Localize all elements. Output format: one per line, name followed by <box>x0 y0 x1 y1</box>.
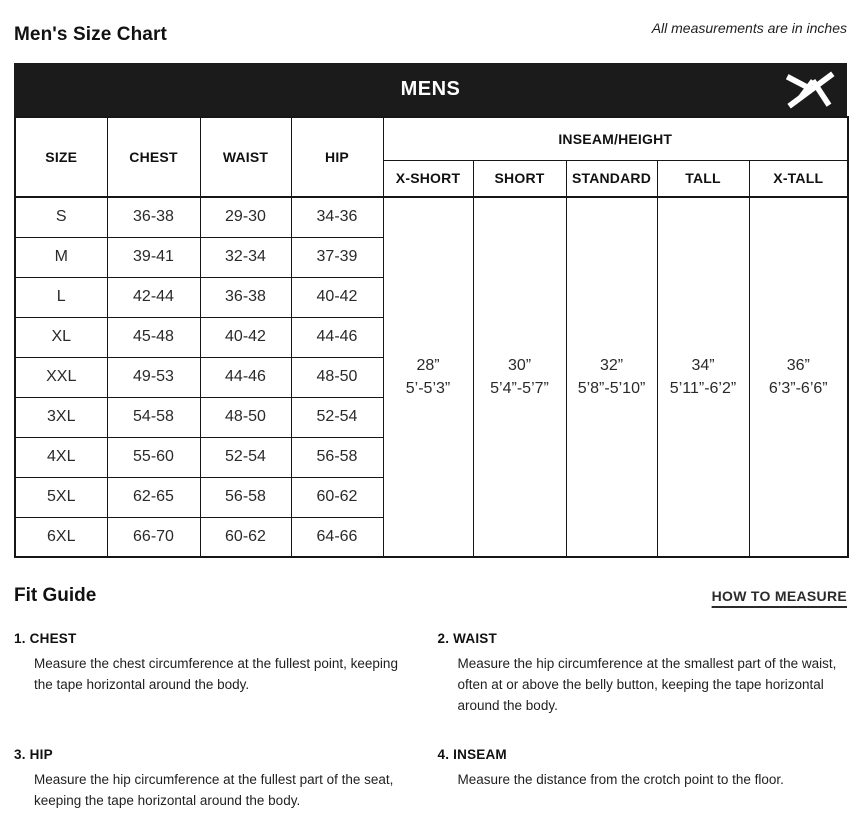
col-header-short: SHORT <box>473 160 566 197</box>
chest-cell: 66-70 <box>107 517 200 557</box>
fit-item-number: 4. <box>437 746 450 762</box>
fit-item-label: WAIST <box>453 631 497 646</box>
size-cell: 4XL <box>15 437 107 477</box>
waist-cell: 52-54 <box>200 437 291 477</box>
table-row <box>15 197 848 237</box>
how-to-measure-link[interactable]: HOW TO MEASURE <box>711 588 847 604</box>
waist-cell: 40-42 <box>200 317 291 357</box>
fit-item-number: 1. <box>14 631 26 646</box>
size-cell: L <box>15 277 107 317</box>
fit-item-title <box>14 631 424 646</box>
waist-cell: 60-62 <box>200 517 291 557</box>
col-header-chest: CHEST <box>107 117 200 197</box>
fit-item-number: 2. <box>437 631 450 646</box>
fit-item-title <box>14 747 424 762</box>
col-header-tall: TALL <box>657 160 749 197</box>
hip-cell: 40-42 <box>291 277 383 317</box>
size-cell: S <box>15 197 107 237</box>
inseam-value: 28” <box>416 356 440 374</box>
size-cell: 5XL <box>15 477 107 517</box>
fit-item-hip <box>14 747 424 812</box>
fit-item-description: Measure the hip circumference at the fullest part of the seat, keeping the tape horizontal around the body. <box>34 771 394 808</box>
hip-cell: 52-54 <box>291 397 383 437</box>
col-header-waist: WAIST <box>200 117 291 197</box>
hip-cell: 56-58 <box>291 437 383 477</box>
chest-cell: 49-53 <box>107 357 200 397</box>
hip-cell: 48-50 <box>291 357 383 397</box>
chest-cell: 62-65 <box>107 477 200 517</box>
brand-x-logo-icon <box>785 70 835 110</box>
waist-cell: 36-38 <box>200 277 291 317</box>
height-range: 5’11”-6’2” <box>669 380 737 397</box>
col-header-hip: HIP <box>291 117 383 197</box>
col-header-standard: STANDARD <box>566 160 657 197</box>
fit-item-label: CHEST <box>29 631 77 646</box>
inseam-cell-short <box>473 197 566 557</box>
size-cell: XL <box>15 317 107 357</box>
inseam-cell-tall <box>657 197 749 557</box>
table-title-bar <box>14 63 847 116</box>
chest-cell: 42-44 <box>107 277 200 317</box>
fit-item-description: Measure the distance from the crotch point to the floor. <box>457 771 784 787</box>
size-cell: 6XL <box>15 517 107 557</box>
fit-item-title <box>438 631 848 646</box>
waist-cell: 29-30 <box>200 197 291 237</box>
height-range: 5’8”-5’10” <box>577 380 646 397</box>
fit-item-number: 3. <box>14 746 26 762</box>
fit-item-description: Measure the chest circumference at the fullest point, keeping the tape horizontal around the body. <box>34 656 398 692</box>
fit-guide-header <box>14 585 847 607</box>
page-title: Men's Size Chart <box>14 24 167 45</box>
inseam-value: 30” <box>507 356 532 374</box>
fit-item-waist <box>438 631 848 717</box>
hip-cell: 60-62 <box>291 477 383 517</box>
hip-cell: 37-39 <box>291 237 383 277</box>
size-cell: 3XL <box>15 397 107 437</box>
col-header-x-tall: X-TALL <box>749 160 848 197</box>
fit-item-inseam <box>438 747 848 812</box>
size-table <box>14 116 849 558</box>
fit-guide-title: Fit Guide <box>14 585 97 606</box>
hip-cell: 34-36 <box>291 197 383 237</box>
inseam-value: 34” <box>691 356 715 374</box>
table-title: MENS <box>400 78 461 100</box>
fit-guide-items <box>14 631 847 812</box>
height-range: 5’4”-5’7” <box>490 380 549 397</box>
col-header-inseam-height: INSEAM/HEIGHT <box>383 117 848 160</box>
size-cell: M <box>15 237 107 277</box>
hip-cell: 64-66 <box>291 517 383 557</box>
inseam-cell-x-short <box>383 197 473 557</box>
chest-cell: 45-48 <box>107 317 200 357</box>
inseam-value: 36” <box>786 356 810 374</box>
waist-cell: 48-50 <box>200 397 291 437</box>
chest-cell: 54-58 <box>107 397 200 437</box>
col-header-size: SIZE <box>15 117 107 197</box>
waist-cell: 32-34 <box>200 237 291 277</box>
size-cell: XXL <box>15 357 107 397</box>
chest-cell: 39-41 <box>107 237 200 277</box>
col-header-x-short: X-SHORT <box>383 160 473 197</box>
height-range: 6’3”-6’6” <box>768 380 828 397</box>
chest-cell: 36-38 <box>107 197 200 237</box>
inseam-value: 32” <box>599 356 624 374</box>
height-range: 5’-5’3” <box>405 380 451 397</box>
fit-item-label: HIP <box>29 746 53 762</box>
waist-cell: 44-46 <box>200 357 291 397</box>
fit-item-title <box>438 747 848 762</box>
fit-guide-section <box>14 585 847 812</box>
fit-item-description: Measure the hip circumference at the smallest part of the waist, often at or above the belly button, keeping the tape horizontal around the body. <box>457 656 837 713</box>
inseam-cell-standard <box>566 197 657 557</box>
fit-item-chest <box>14 631 424 717</box>
chest-cell: 55-60 <box>107 437 200 477</box>
inseam-cell-x-tall <box>749 197 848 557</box>
waist-cell: 56-58 <box>200 477 291 517</box>
measurement-note: All measurements are in inches <box>651 20 847 36</box>
page-header <box>14 20 847 46</box>
hip-cell: 44-46 <box>291 317 383 357</box>
fit-item-label: INSEAM <box>453 746 507 762</box>
